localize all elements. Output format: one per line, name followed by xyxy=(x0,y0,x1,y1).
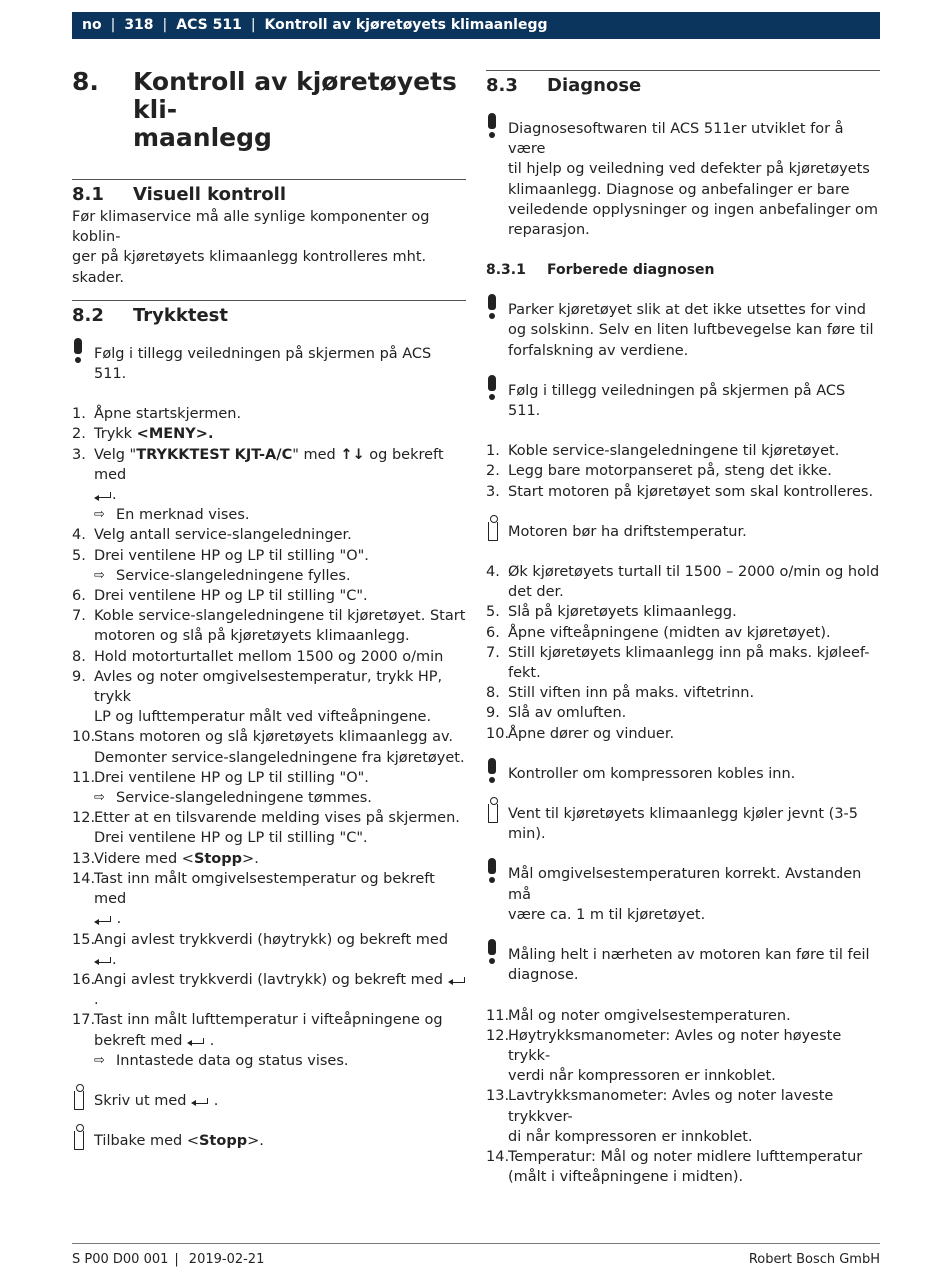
list-item xyxy=(486,623,880,643)
note-text-part: Skriv ut med xyxy=(94,1092,187,1109)
divider xyxy=(486,70,880,71)
warning-note xyxy=(486,764,880,784)
step-text-part: " med xyxy=(292,446,341,463)
step-text xyxy=(508,562,880,602)
exclamation-icon xyxy=(486,864,508,884)
enter-key-icon xyxy=(187,1036,205,1046)
warning-note xyxy=(486,381,880,421)
step-number: 2. xyxy=(486,463,500,480)
info-icon xyxy=(486,804,508,824)
list-item xyxy=(72,606,466,646)
note-text-line: og solskinn. Selv en liten luftbevegelse kan føre til xyxy=(508,322,874,339)
step-number: 4. xyxy=(72,527,86,544)
result-arrow-icon: ⇨ xyxy=(94,790,105,806)
step-text: Start motoren på kjøretøyet som skal kontrolleres. xyxy=(508,483,874,500)
step-text-line: Avles og noter omgivelsestemperatur, trykk HP, trykk xyxy=(94,668,443,706)
enter-key-icon xyxy=(94,490,112,500)
section-number: 8.2 xyxy=(72,304,104,326)
step-text-line: Stans motoren og slå kjøretøyets klimaanlegg av. xyxy=(94,729,454,746)
section-number: 8.3 xyxy=(486,75,518,96)
step-text xyxy=(94,727,466,767)
note-text-line: forfalskning av verdiene. xyxy=(508,342,689,359)
step-number: 5. xyxy=(72,547,86,564)
list-item xyxy=(72,727,466,767)
step-text-part: Tast inn målt omgivelsestemperatur og bekreft med xyxy=(94,870,435,908)
warning-note xyxy=(486,300,880,361)
step-number: 16. xyxy=(72,971,96,988)
step-text: Angi avlest trykkverdi (høytrykk) og bekreft med . xyxy=(94,931,449,968)
warning-note xyxy=(486,864,880,925)
stop-key-label: Stopp xyxy=(198,1133,248,1150)
list-item xyxy=(486,643,880,683)
result-text: Service-slangeledningene fylles. xyxy=(116,567,351,584)
header-title: Kontroll av kjøretøyets klimaanlegg xyxy=(264,17,548,33)
step-text xyxy=(508,1086,880,1147)
list-item xyxy=(486,441,880,461)
section-title: Diagnose xyxy=(547,75,642,96)
note-text xyxy=(508,864,880,925)
step-text-part: >. xyxy=(242,850,259,867)
info-note xyxy=(72,1131,466,1151)
step-text-part: Videre med < xyxy=(94,850,194,867)
step-text-part: Velg " xyxy=(94,446,137,463)
section-8-1-text xyxy=(72,207,466,288)
list-item xyxy=(72,930,466,970)
list-item xyxy=(72,869,466,930)
list-item xyxy=(72,667,466,728)
result-arrow-icon: ⇨ xyxy=(94,567,105,583)
list-item xyxy=(486,703,880,723)
chapter-title-line: Kontroll av kjøretøyets kli- xyxy=(133,67,457,124)
enter-key-icon xyxy=(448,975,466,985)
note-text-line: reparasjon. xyxy=(508,222,590,239)
step-text-line: motoren og slå på kjøretøyets klimaanlegg. xyxy=(94,628,410,645)
step-number: 17. xyxy=(72,1012,96,1029)
section-title: Trykktest xyxy=(133,304,228,326)
step-text xyxy=(94,667,466,728)
step-number: 9. xyxy=(72,668,86,685)
step-number: 4. xyxy=(486,564,500,581)
step-number: 12. xyxy=(72,810,96,827)
step-text-line: Tast inn målt lufttemperatur i vifteåpningene og xyxy=(94,1012,443,1029)
step-text-line: det der. xyxy=(508,584,564,601)
note-text-line: diagnose. xyxy=(508,967,579,984)
document-date: 2019-02-21 xyxy=(188,1252,265,1267)
page-header: no | 318 | ACS 511 | Kontroll av kjøretøyets klimaanlegg xyxy=(72,12,880,39)
exclamation-icon xyxy=(486,300,508,320)
chapter-heading xyxy=(72,68,466,152)
list-item xyxy=(486,1147,880,1187)
up-down-arrow-icon: ↑↓ xyxy=(340,446,365,463)
list-item xyxy=(72,404,466,424)
company-name: Robert Bosch GmbH xyxy=(748,1252,880,1267)
step-text: Still viften inn på maks. viftetrinn. xyxy=(508,685,755,702)
step-number: 3. xyxy=(486,483,500,500)
step-number: 10. xyxy=(72,729,96,746)
step-text-line: Lavtrykksmanometer: Avles og noter laveste trykkver- xyxy=(508,1088,834,1125)
step-number: 8. xyxy=(72,648,86,665)
diagnose-steps-c xyxy=(486,1006,880,1188)
note-text-line: Parker kjøretøyet slik at det ikke utsettes for vind xyxy=(508,302,866,319)
text-line: ger på kjøretøyets klimaanlegg kontrolleres mht. skader. xyxy=(72,249,427,286)
subsection-8-3-1-heading xyxy=(486,260,880,280)
menu-item-label: TRYKKTEST KJT-A/C xyxy=(136,446,293,463)
header-lang: no xyxy=(82,17,102,33)
trykktest-steps xyxy=(72,404,466,1071)
list-item xyxy=(72,546,466,566)
note-text: Følg i tillegg veiledningen på skjermen på ACS 511. xyxy=(94,345,432,383)
step-number: 11. xyxy=(72,769,96,786)
result-item xyxy=(72,1051,466,1071)
step-text: Slå på kjøretøyets klimaanlegg. xyxy=(508,604,737,621)
step-number: 14. xyxy=(72,870,96,887)
stop-key-label: Stopp xyxy=(193,850,243,867)
step-text xyxy=(508,643,880,683)
note-text-line: Mål omgivelsestemperaturen korrekt. Avstanden må xyxy=(508,866,862,903)
step-number: 10. xyxy=(486,725,510,742)
section-title: Visuell kontroll xyxy=(133,184,286,205)
chapter-number: 8. xyxy=(72,67,99,96)
step-text: Drei ventilene HP og LP til stilling "O". xyxy=(94,547,369,564)
step-text-line: di når kompressoren er innkoblet. xyxy=(508,1128,753,1145)
info-icon xyxy=(486,522,508,542)
list-item xyxy=(72,849,466,869)
enter-key-icon xyxy=(94,914,112,924)
info-note xyxy=(72,1091,466,1111)
list-item xyxy=(72,1010,466,1050)
note-text-line: Diagnosesoftwaren til ACS 511er utviklet for å være xyxy=(508,121,844,158)
step-text xyxy=(508,1147,880,1187)
step-number: 1. xyxy=(486,443,500,460)
exclamation-icon xyxy=(486,764,508,784)
note-text-line: Vent til kjøretøyets klimaanlegg kjøler jevnt (3-5 xyxy=(508,806,858,823)
header-page-number: 318 xyxy=(124,17,154,33)
step-text: Åpne vifteåpningene (midten av kjøretøyet). xyxy=(508,624,831,641)
step-text: Velg antall service-slangeledninger. xyxy=(94,527,352,544)
list-item xyxy=(486,461,880,481)
chapter-title-line: maanlegg xyxy=(133,123,272,152)
step-text-line: Temperatur: Mål og noter midlere lufttemperatur xyxy=(508,1148,863,1165)
note-text xyxy=(508,945,880,985)
step-number: 5. xyxy=(486,604,500,621)
list-item xyxy=(72,424,466,444)
list-item xyxy=(486,724,880,744)
section-8-2-heading xyxy=(72,304,466,328)
note-text-line: Måling helt i nærheten av motoren kan føre til feil xyxy=(508,947,870,964)
info-icon xyxy=(72,1131,94,1151)
right-column xyxy=(486,70,880,1187)
note-text-line: klimaanlegg. Diagnose og anbefalinger er bare xyxy=(508,181,850,198)
header-product: ACS 511 xyxy=(176,17,242,33)
step-text: Velg "TRYKKTEST KJT-A/C" med ↑↓ og bekreft med . xyxy=(94,446,444,504)
step-text: Åpne dører og vinduer. xyxy=(508,725,675,742)
step-number: 3. xyxy=(72,446,86,463)
step-text-line: LP og lufttemperatur målt ved vifteåpningene. xyxy=(94,709,432,726)
list-item xyxy=(486,482,880,502)
result-item xyxy=(72,505,466,525)
step-text xyxy=(94,424,466,444)
note-text: Følg i tillegg veiledningen på skjermen på ACS 511. xyxy=(508,382,846,420)
step-text: Legg bare motorpanseret på, steng det ikke. xyxy=(508,463,832,480)
enter-key-icon xyxy=(94,955,112,965)
note-text xyxy=(508,119,880,240)
result-text: Service-slangeledningene tømmes. xyxy=(116,790,372,807)
subsection-title: Forberede diagnosen xyxy=(547,262,715,279)
section-number: 8.1 xyxy=(72,184,104,205)
step-text: Tast inn målt lufttemperatur i vifteåpningene og bekreft med . xyxy=(94,1012,443,1049)
note-text-line: til hjelp og veiledning ved defekter på kjøretøyets xyxy=(508,161,870,178)
step-number: 1. xyxy=(72,406,86,423)
step-text xyxy=(508,1026,880,1087)
result-arrow-icon: ⇨ xyxy=(94,507,105,523)
exclamation-icon xyxy=(486,119,508,139)
note-text-part: >. xyxy=(247,1133,264,1150)
list-item xyxy=(486,1026,880,1087)
step-text-part: Angi avlest trykkverdi (høytrykk) og bekreft med xyxy=(94,931,449,948)
step-text: Åpne startskjermen. xyxy=(94,406,242,423)
list-item xyxy=(72,445,466,506)
result-text: Inntastede data og status vises. xyxy=(116,1052,349,1069)
list-item xyxy=(486,562,880,602)
warning-note xyxy=(72,344,466,384)
list-item xyxy=(72,525,466,545)
list-item xyxy=(486,1086,880,1147)
list-item xyxy=(72,647,466,667)
divider xyxy=(72,300,466,301)
result-item xyxy=(72,566,466,586)
step-number: 12. xyxy=(486,1027,510,1044)
info-note xyxy=(486,522,880,542)
step-text: Koble service-slangeledningene til kjøretøyet. xyxy=(508,443,840,460)
note-text: Skriv ut med . xyxy=(94,1092,219,1109)
step-text: Drei ventilene HP og LP til stilling "O". xyxy=(94,769,369,786)
list-item xyxy=(72,768,466,788)
step-text-line: Øk kjøretøyets turtall til 1500 – 2000 o/min og hold xyxy=(508,564,880,581)
step-text-line: Etter at en tilsvarende melding vises på skjermen. xyxy=(94,810,460,827)
exclamation-icon xyxy=(72,344,94,364)
step-number: 6. xyxy=(486,624,500,641)
step-text-line: verdi når kompressoren er innkoblet. xyxy=(508,1068,776,1085)
subsection-number: 8.3.1 xyxy=(486,262,526,279)
step-number: 8. xyxy=(486,685,500,702)
enter-key-icon xyxy=(191,1096,209,1106)
step-text-line: Høytrykksmanometer: Avles og noter høyeste trykk- xyxy=(508,1027,842,1064)
list-item xyxy=(72,586,466,606)
step-text: Hold motorturtallet mellom 1500 og 2000 o/min xyxy=(94,648,444,665)
step-number: 7. xyxy=(486,644,500,661)
step-number: 15. xyxy=(72,931,96,948)
step-number: 6. xyxy=(72,588,86,605)
note-text: Motoren bør ha driftstemperatur. xyxy=(508,523,747,540)
step-text-line: (målt i vifteåpningene i midten). xyxy=(508,1169,744,1186)
result-item xyxy=(72,788,466,808)
step-text: Tast inn målt omgivelsestemperatur og bekreft med . xyxy=(94,870,435,928)
list-item xyxy=(72,808,466,848)
step-number: 9. xyxy=(486,705,500,722)
step-text-part: Angi avlest trykkverdi (lavtrykk) og bekreft med xyxy=(94,971,443,988)
step-number: 11. xyxy=(486,1007,510,1024)
step-text-part: Trykk xyxy=(94,426,137,443)
info-icon xyxy=(72,1091,94,1111)
list-item xyxy=(486,602,880,622)
step-text-line: Koble service-slangeledningene til kjøretøyet. Start xyxy=(94,608,466,625)
step-text: Angi avlest trykkverdi (lavtrykk) og bekreft med . xyxy=(94,970,466,1010)
step-number: 7. xyxy=(72,608,86,625)
chapter-title xyxy=(133,68,466,152)
footer-left: S P00 D00 001 | 2019-02-21 xyxy=(72,1252,265,1267)
step-number: 13. xyxy=(486,1088,510,1105)
step-text-part: og bekreft med xyxy=(94,446,444,483)
step-number: 2. xyxy=(72,426,86,443)
page-footer xyxy=(72,1243,880,1268)
warning-note xyxy=(486,119,880,240)
text-line: Før klimaservice må alle synlige komponenter og koblin- xyxy=(72,209,430,246)
diagnose-steps-b xyxy=(486,562,880,744)
section-8-1-heading xyxy=(72,183,466,207)
note-text: Kontroller om kompressoren kobles inn. xyxy=(508,765,796,782)
step-text xyxy=(94,808,466,848)
step-text-line: bekreft med xyxy=(94,1032,183,1049)
note-text xyxy=(94,1131,466,1151)
step-text: Mål og noter omgivelsestemperaturen. xyxy=(508,1007,791,1024)
step-text-line: Still kjøretøyets klimaanlegg inn på maks. kjøleef- xyxy=(508,644,870,661)
result-text: En merknad vises. xyxy=(116,507,250,524)
document-number: S P00 D00 001 xyxy=(72,1252,169,1267)
step-text xyxy=(94,849,466,869)
list-item xyxy=(486,1006,880,1026)
exclamation-icon xyxy=(486,381,508,401)
step-text: Slå av omluften. xyxy=(508,705,627,722)
step-number: 13. xyxy=(72,850,96,867)
note-text xyxy=(508,300,880,361)
list-item xyxy=(486,683,880,703)
step-text-line: fekt. xyxy=(508,665,541,682)
note-text-line: være ca. 1 m til kjøretøyet. xyxy=(508,906,706,923)
note-text-part: Tilbake med < xyxy=(94,1133,199,1150)
menu-key-label: <MENY>. xyxy=(136,426,214,443)
diagnose-steps-a xyxy=(486,441,880,502)
step-text: Drei ventilene HP og LP til stilling "C". xyxy=(94,588,368,605)
list-item xyxy=(72,970,466,1010)
section-8-3-heading xyxy=(486,74,880,98)
note-text-line: veiledende opplysninger og ingen anbefalinger om xyxy=(508,201,879,218)
warning-note xyxy=(486,945,880,985)
step-text-line: Drei ventilene HP og LP til stilling "C". xyxy=(94,830,368,847)
note-text-line: min). xyxy=(508,826,546,843)
result-arrow-icon: ⇨ xyxy=(94,1052,105,1068)
divider xyxy=(72,179,466,180)
step-number: 14. xyxy=(486,1148,510,1165)
note-text xyxy=(508,804,880,844)
exclamation-icon xyxy=(486,945,508,965)
step-text-line: Demonter service-slangeledningene fra kjøretøyet. xyxy=(94,749,465,766)
step-text xyxy=(94,606,466,646)
info-note xyxy=(486,804,880,844)
left-column xyxy=(72,68,466,1151)
